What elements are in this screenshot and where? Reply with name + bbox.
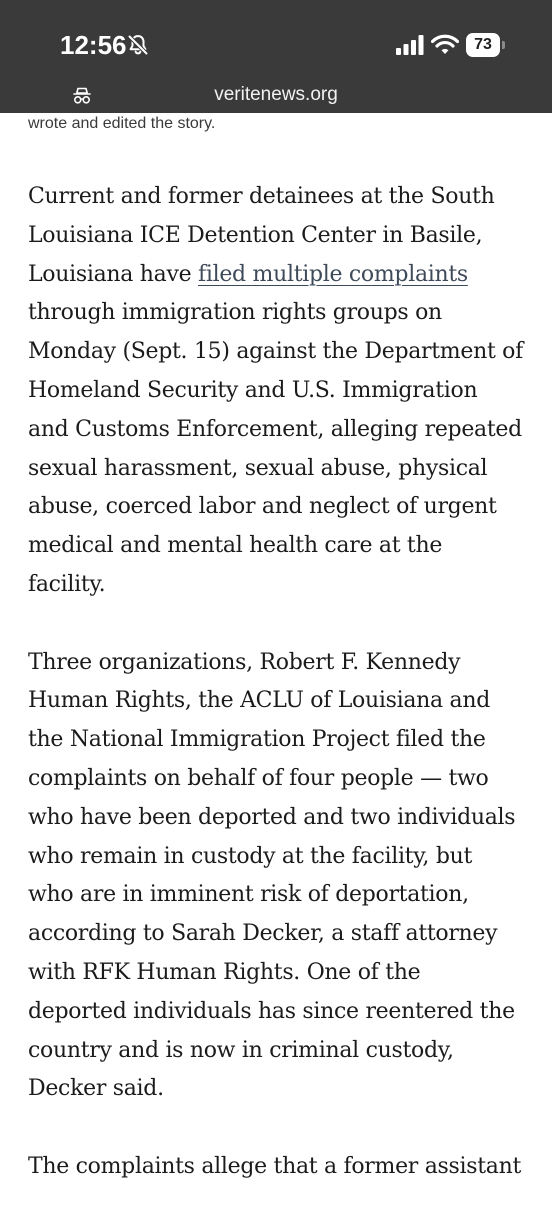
battery-icon [466,33,506,57]
battery-cap [502,41,505,49]
article-paragraph-1 [28,178,528,605]
article-paragraph-3: The complaints allege that a former assistant [28,1153,522,1179]
browser-top-bar [0,0,552,113]
paragraph-1-text-end: through immigration rights groups on Monday (Sept. 15) against the Department of Homeland Security and U.S. Immigration and Customs Enforcement, alleging repeated sexual harassment, sexual abuse, physical abuse, coerced labor and neglect of urgent medical and mental health care at the facility. [28,300,523,597]
wifi-icon [431,33,459,55]
byline-tail: wrote and edited the story. [28,115,216,132]
status-time: 12:56 [60,30,127,60]
paragraph-1-text-start: Current and former detainees at the South Louisiana ICE Detention Center in Basile, Louisiana have [28,184,495,287]
battery-level: 73 [466,33,500,57]
url-text[interactable]: veritenews.org [214,84,338,105]
address-bar[interactable] [0,80,552,112]
article-body [28,178,528,1226]
cellular-signal-icon [396,35,424,55]
article-paragraph-2: Three organizations, Robert F. Kennedy Human Rights, the ACLU of Louisiana and the National Immigration Project filed the complaints on behalf of four people — two who have been deported and two individuals who remain in custody at the facility, but who are in imminent risk of deportation, according to Sarah Decker, a staff attorney with RFK Human Rights. One of the deported individuals has since reentered the country and is now in criminal custody, Decker said. [28,649,516,1102]
filed-complaints-link[interactable]: filed multiple complaints [198,261,468,287]
bell-slash-icon [126,33,150,57]
status-bar [0,0,552,80]
